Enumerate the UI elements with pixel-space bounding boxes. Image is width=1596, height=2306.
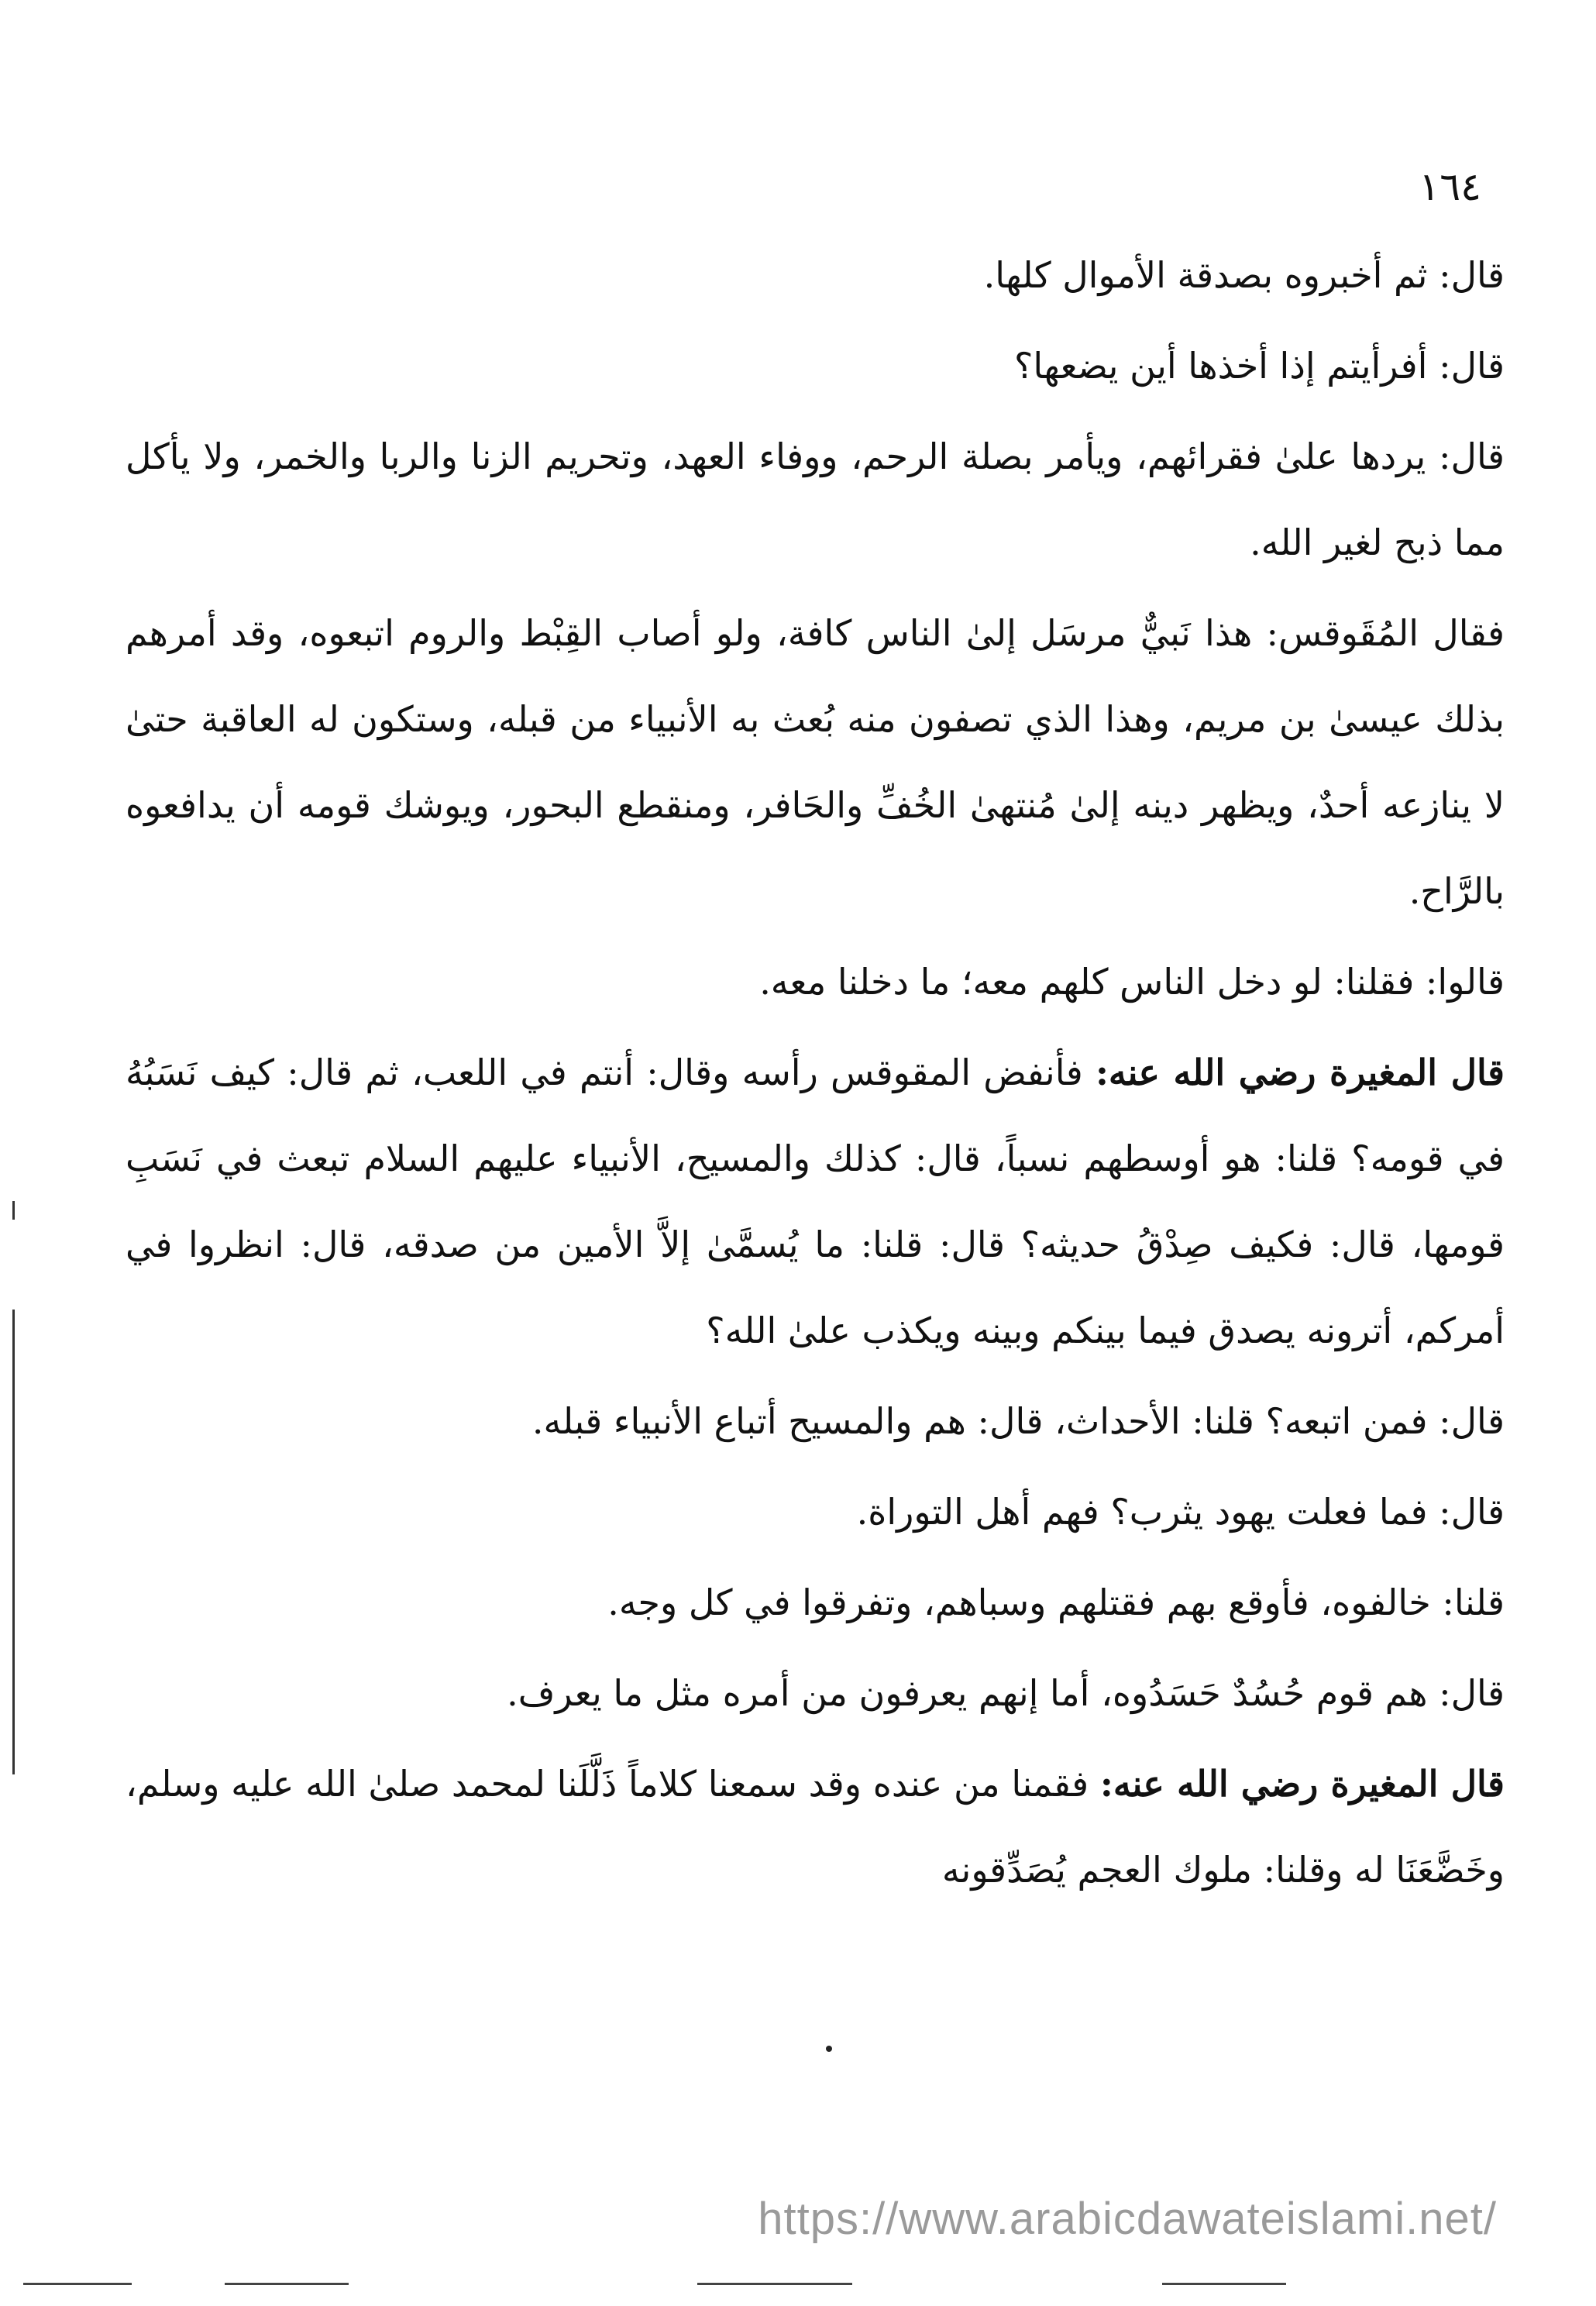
paragraph-9	[126, 1560, 1505, 1646]
paragraph-lead: قال المغيرة رضي الله عنه:	[1099, 1763, 1505, 1805]
paragraph-2	[126, 323, 1505, 409]
paragraph-8	[126, 1469, 1505, 1555]
paragraph-7	[126, 1378, 1505, 1464]
paragraph-1	[126, 232, 1505, 318]
paragraph-4	[126, 590, 1505, 934]
footer-rule	[1162, 2283, 1286, 2285]
paragraph-text: فقال المُقَوقس: هذا نَبيٌّ مرسَل إلىٰ الناس كافة، ولو أصاب القِبْط والروم اتبعوه، وقد أمرهم بذلك عيسىٰ بن مريم، وهذا الذي تصفون منه بُعث به الأنبياء من قبله، وستكون له العاقبة حتىٰ لا ينازعه أحدٌ، ويظهر دينه إلىٰ مُنتهىٰ الخُفِّ والحَافر، ومنقطع البحور، ويوشك قومه أن يدافعوه بالرَّاح.	[126, 612, 1505, 912]
paragraph-6	[126, 1030, 1505, 1374]
paragraph-text: فقمنا من عنده وقد سمعنا كلاماً ذَلَّلَنا لمحمد صلىٰ الله عليه وسلم، وخَضَّعَنَا له وقلنا: ملوك العجم يُصَدِّقونه	[126, 1763, 1505, 1891]
paragraph-3	[126, 414, 1505, 586]
footer-rule	[697, 2283, 852, 2285]
paragraph-text: قلنا: خالفوه، فأوقع بهم فقتلهم وسباهم، وتفرقوا في كل وجه.	[607, 1582, 1505, 1623]
paragraph-text: قال: يردها علىٰ فقرائهم، ويأمر بصلة الرحم، ووفاء العهد، وتحريم الزنا والربا والخمر، ولا يأكل مما ذبح لغير الله.	[126, 435, 1505, 563]
paragraph-text: قال: ثم أخبروه بصدقة الأموال كلها.	[983, 254, 1505, 296]
body-text	[126, 232, 1505, 1918]
paragraph-text: قال: فمن اتبعه؟ قلنا: الأحداث، قال: هم والمسيح أتباع الأنبياء قبله.	[531, 1400, 1505, 1442]
paragraph-text: قالوا: فقلنا: لو دخل الناس كلهم معه؛ ما دخلنا معه.	[759, 961, 1505, 1003]
paragraph-text: قال: هم قوم حُسُدٌ حَسَدُوه، أما إنهم يعرفون من أمره مثل ما يعرف.	[507, 1672, 1505, 1714]
footer-rule	[225, 2283, 349, 2285]
decorative-dot	[826, 2046, 832, 2052]
page-number: ١٦٤	[1419, 164, 1481, 209]
scan-edge-mark	[12, 1201, 15, 1220]
watermark-url: https://www.arabicdawateislami.net/	[758, 2194, 1497, 2244]
paragraph-text: قال: فما فعلت يهود يثرب؟ فهم أهل التوراة.	[856, 1491, 1505, 1533]
paragraph-11	[126, 1741, 1505, 1913]
scan-edge-mark	[12, 1310, 15, 1774]
footer-rule	[23, 2283, 132, 2285]
paragraph-text: فأنفض المقوقس رأسه وقال: أنتم في اللعب، ثم قال: كيف نَسَبُهُ في قومه؟ قلنا: هو أوسطهم نسباً، قال: كذلك والمسيح، الأنبياء عليهم السلام تبعث في نَسَبِ قومها، قال: فكيف صِدْقُ حديثه؟ قال: قلنا: ما يُسمَّىٰ إلاَّ الأمين من صدقه، قال: انظروا في أمركم، أترونه يصدق فيما بينكم وبينه ويكذب علىٰ الله؟	[126, 1051, 1505, 1351]
paragraph-lead: قال المغيرة رضي الله عنه:	[1095, 1051, 1505, 1093]
paragraph-10	[126, 1650, 1505, 1736]
paragraph-5	[126, 939, 1505, 1025]
paragraph-text: قال: أفرأيتم إذا أخذها أين يضعها؟	[1013, 345, 1505, 387]
